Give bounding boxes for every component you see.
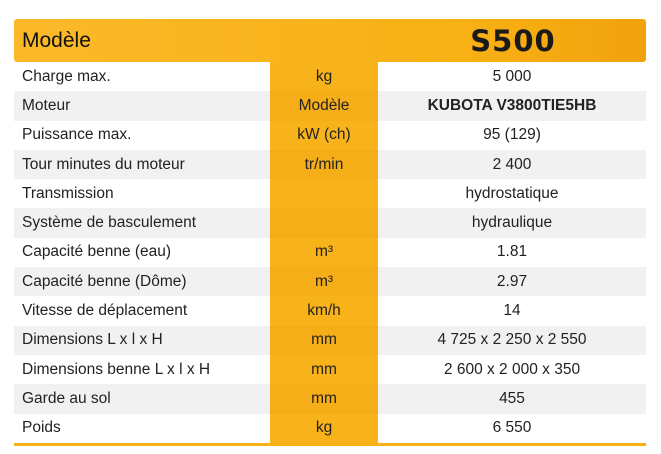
row-value: 6 550 xyxy=(492,419,532,437)
row-unit: tr/min xyxy=(270,150,378,179)
row-label: Poids xyxy=(22,419,61,437)
row-unit: m³ xyxy=(270,267,378,296)
row-unit: mm xyxy=(270,326,378,355)
table-row xyxy=(14,238,646,267)
row-label: Dimensions L x l x H xyxy=(22,331,163,349)
table-row xyxy=(14,384,646,413)
table-row xyxy=(14,62,646,91)
row-value: 1.81 xyxy=(496,243,528,261)
table-row xyxy=(14,414,646,443)
row-label: Capacité benne (eau) xyxy=(22,243,172,261)
row-value: 455 xyxy=(499,389,525,407)
table-row xyxy=(14,267,646,296)
row-label: Capacité benne (Dôme) xyxy=(22,272,187,290)
row-label: Transmission xyxy=(22,184,114,202)
row-unit: mm xyxy=(270,355,378,384)
row-value: hydrostatique xyxy=(465,184,559,202)
row-unit: mm xyxy=(270,384,378,413)
table-row xyxy=(14,296,646,325)
table-row xyxy=(14,150,646,179)
row-label: Système de basculement xyxy=(22,214,197,232)
row-value: 4 725 x 2 250 x 2 550 xyxy=(437,331,587,349)
row-value: 95 (129) xyxy=(483,126,541,144)
row-unit: Modèle xyxy=(270,91,378,120)
header-label: Modèle xyxy=(22,28,91,52)
row-label: Tour minutes du moteur xyxy=(22,155,185,173)
table-header xyxy=(14,19,646,62)
row-value: 2.97 xyxy=(496,272,528,290)
row-unit: kW (ch) xyxy=(270,121,378,150)
row-unit xyxy=(270,179,378,208)
bottom-divider xyxy=(14,443,646,446)
row-value: KUBOTA V3800TIE5HB xyxy=(427,96,597,114)
table-row xyxy=(14,355,646,384)
row-label: Charge max. xyxy=(22,67,111,85)
row-label: Dimensions benne L x l x H xyxy=(22,360,211,378)
row-unit: kg xyxy=(270,62,378,91)
table-row xyxy=(14,208,646,237)
row-unit: km/h xyxy=(270,296,378,325)
row-value: 5 000 xyxy=(492,67,532,85)
row-label: Garde au sol xyxy=(22,389,111,407)
row-value: hydraulique xyxy=(471,214,553,232)
row-value: 14 xyxy=(503,302,521,320)
table-row xyxy=(14,179,646,208)
row-value: 2 400 xyxy=(492,155,532,173)
row-unit: kg xyxy=(270,414,378,443)
row-unit: m³ xyxy=(270,238,378,267)
row-value: 2 600 x 2 000 x 350 xyxy=(443,360,581,378)
row-label: Moteur xyxy=(22,96,71,114)
row-label: Vitesse de déplacement xyxy=(22,302,188,320)
table-row xyxy=(14,121,646,150)
spec-table xyxy=(14,19,646,446)
table-row xyxy=(14,326,646,355)
table-row xyxy=(14,91,646,120)
row-unit xyxy=(270,208,378,237)
model-name: S500 xyxy=(470,23,556,58)
row-label: Puissance max. xyxy=(22,126,132,144)
